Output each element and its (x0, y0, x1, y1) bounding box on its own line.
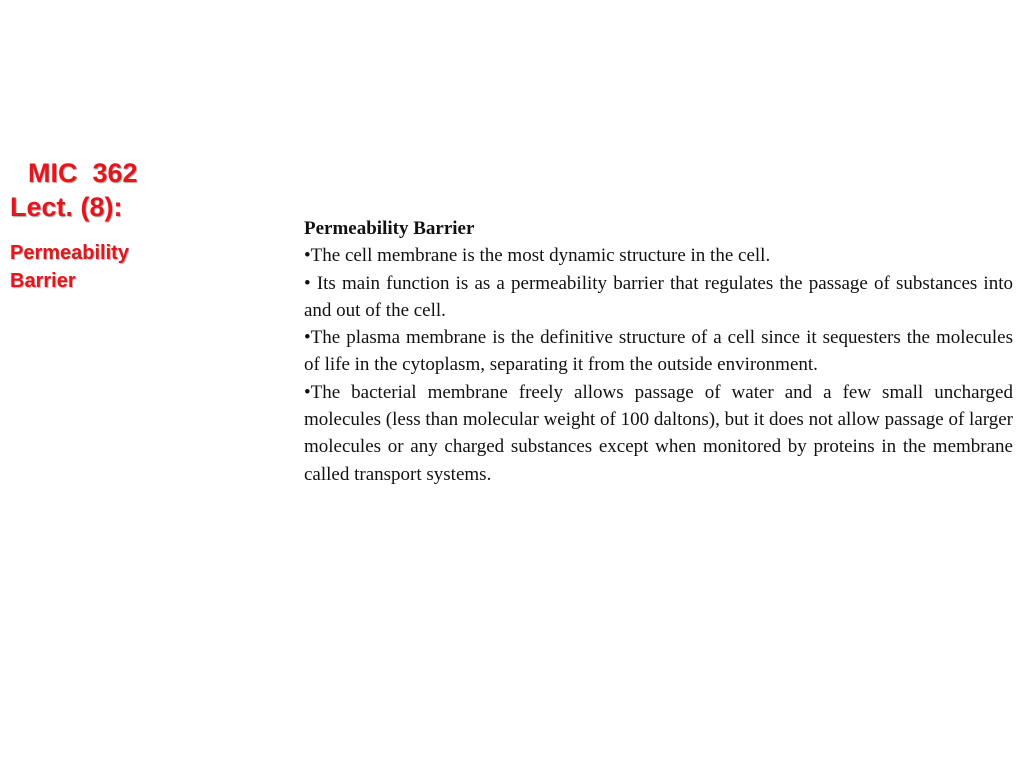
bullet-point: •The plasma membrane is the definitive structure of a cell since it sequesters the molecules of life in the cytoplasm, separating it from the outside environment. (304, 327, 1013, 376)
bullet-point: •The cell membrane is the most dynamic structure in the cell. (304, 245, 771, 267)
content-body (304, 215, 1013, 488)
content-heading: Permeability Barrier (304, 218, 475, 239)
bullet-point: • Its main function is as a permeability barrier that regulates the passage of substances into and out of the cell. (304, 272, 1013, 321)
slide-title (10, 156, 290, 224)
lecture-number: Lect. (8): (10, 192, 123, 222)
topic-heading (10, 239, 210, 295)
course-code: MIC 362 (28, 158, 138, 188)
topic-heading-line2: Barrier (10, 270, 76, 292)
topic-heading-line1: Permeability (10, 242, 129, 264)
bullet-point: •The bacterial membrane freely allows passage of water and a few small uncharged molecules (less than molecular weight of 100 daltons), but it does not allow passage of larger molecules or any charged substances except when monitored by proteins in the membrane called transport systems. (304, 381, 1013, 485)
